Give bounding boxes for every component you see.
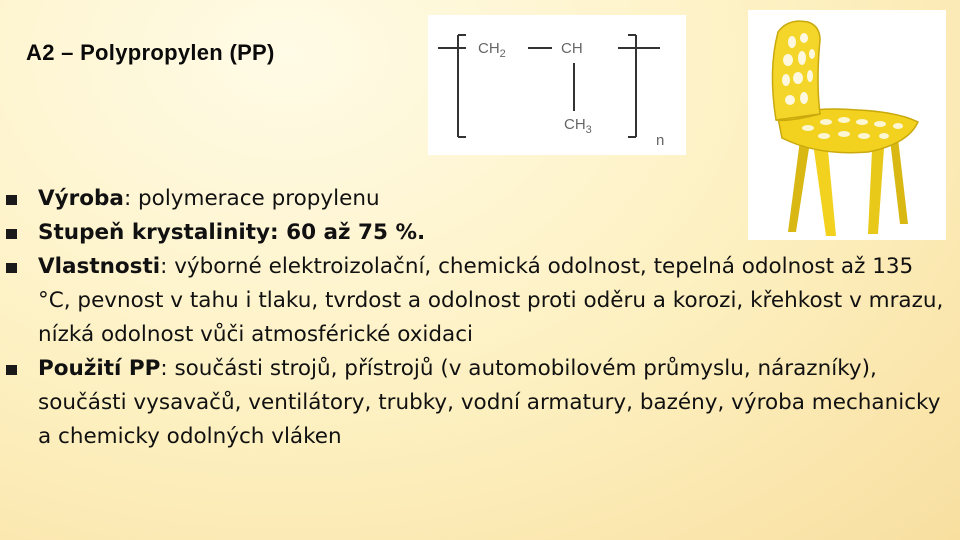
- bullet-label: Vlastnosti: [38, 254, 161, 279]
- bullet-text: polymerace propylenu: [138, 186, 380, 211]
- group-ch: CH: [561, 40, 583, 57]
- bullet-square-icon: [6, 263, 17, 273]
- bullet-item-krystalinita: [6, 216, 946, 250]
- left-bracket: [438, 35, 466, 137]
- group-ch2: $CH_2$: [478, 40, 506, 60]
- bullet-separator: :: [123, 186, 139, 211]
- bullet-text: výborné elektroizolační, chemická odolnost, tepelná odolnost až 135 °C, pevnost v tahu i tlaku, tvrdost a odolnost proti oděru a korozi, křehkost v mrazu, nízká odolnost vůči atmosférické oxidaci: [38, 254, 944, 347]
- bullet-separator: :: [160, 356, 175, 381]
- bullet-label: Použití PP: [38, 356, 161, 381]
- bullet-square-icon: [6, 365, 17, 375]
- bullet-label: Výroba: [38, 186, 124, 211]
- bullet-text: součásti strojů, přístrojů (v automobilovém průmyslu, nárazníky), součásti vysavačů, ventilátory, trubky, vodní armatury, bazény, výroba mechanicky a chemicky odolných vláken: [38, 356, 941, 449]
- bullet-item-pouziti: [6, 352, 946, 454]
- structural-formula: [428, 15, 686, 155]
- bullet-square-icon: [6, 229, 17, 239]
- slide-title: A2 – Polypropylen (PP): [26, 40, 275, 65]
- right-bracket: [618, 35, 660, 137]
- bullet-label: Stupeň krystalinity: 60 až 75 %.: [38, 220, 426, 245]
- bullet-list: [6, 182, 946, 454]
- bullet-item-vyroba: [6, 182, 946, 216]
- bullet-separator: :: [160, 254, 175, 279]
- subscript-n: n: [656, 132, 665, 149]
- bullet-item-vlastnosti: [6, 250, 946, 352]
- bullet-square-icon: [6, 195, 17, 205]
- group-ch3: $CH_3$: [564, 116, 592, 136]
